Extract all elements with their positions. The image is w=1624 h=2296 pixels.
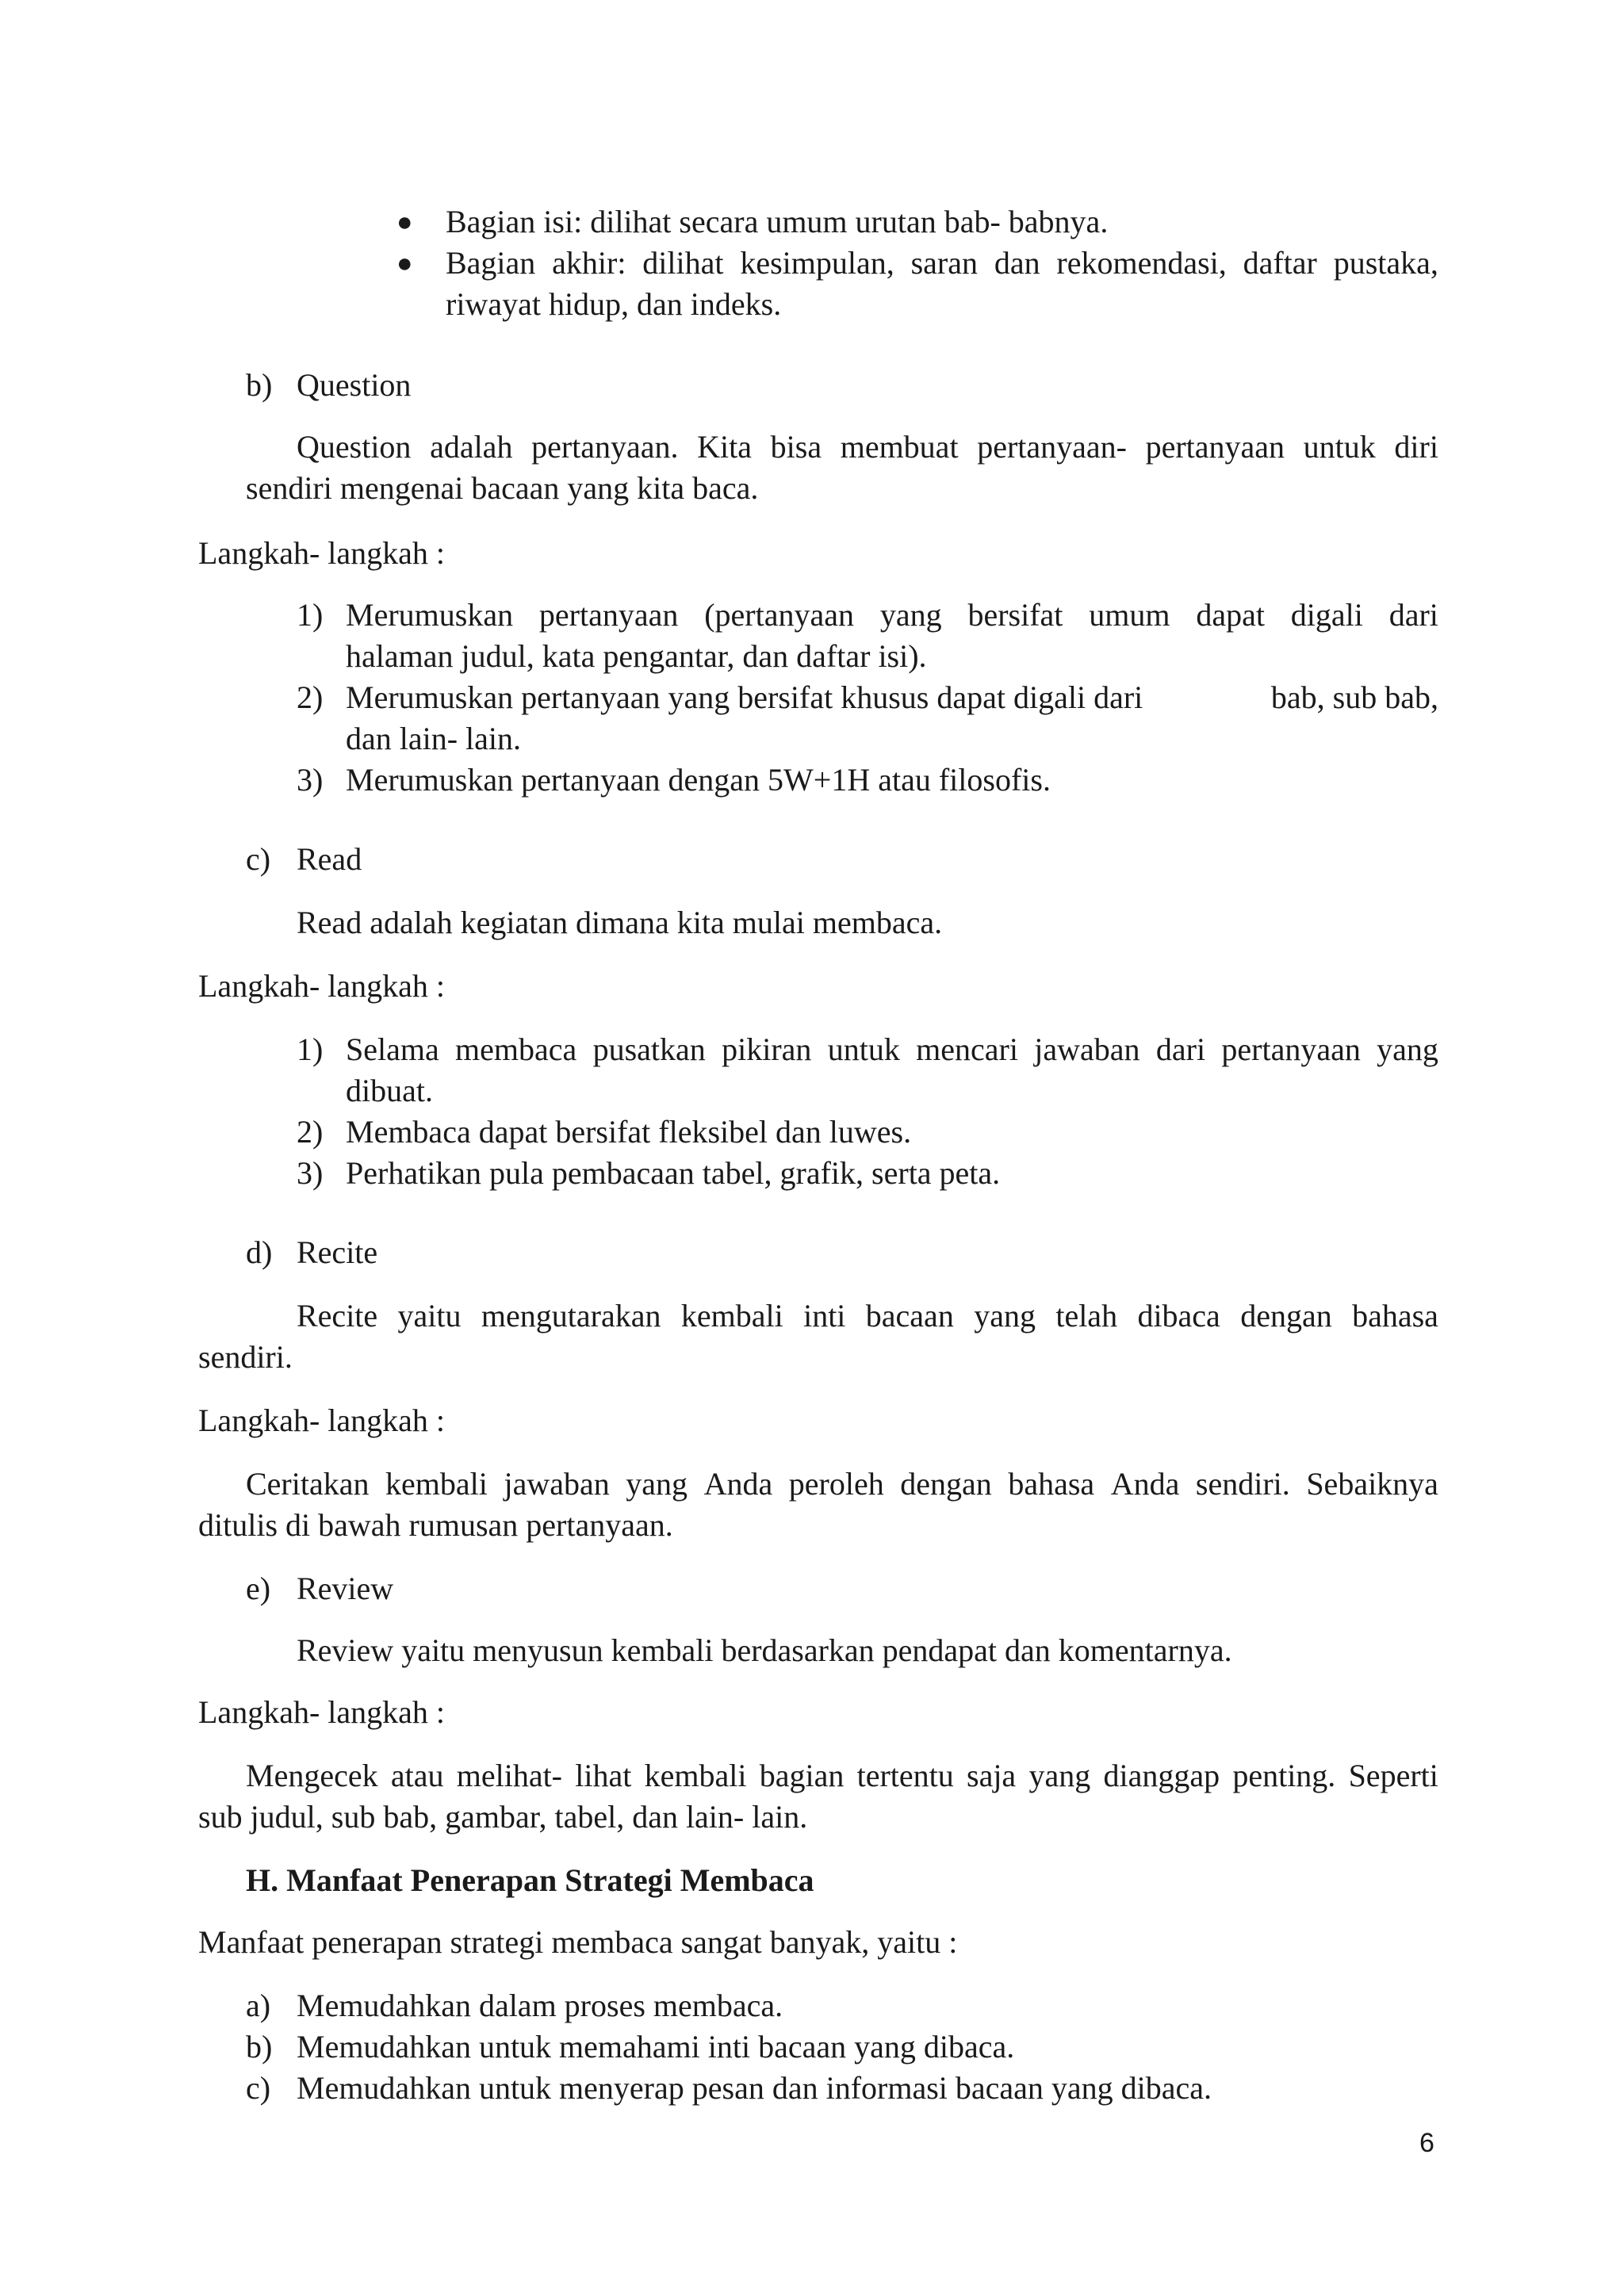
paragraph-line: ditulis di bawah rumusan pertanyaan.	[198, 1507, 673, 1543]
word: lihat	[575, 1758, 632, 1793]
word: pikiran	[722, 1031, 812, 1067]
word: yang	[1028, 1758, 1091, 1793]
word: pertanyaan	[538, 597, 679, 633]
steps-label: Langkah- langkah :	[198, 535, 445, 571]
word: mencari	[916, 1031, 1018, 1067]
list-marker: 2)	[297, 679, 324, 715]
word: peroleh	[788, 1466, 884, 1502]
section-heading-read: Read	[297, 841, 362, 877]
list-item: Memudahkan dalam proses membaca.	[297, 1988, 783, 2023]
word: Seperti	[1348, 1758, 1438, 1793]
word: jawaban	[1034, 1031, 1140, 1067]
word: saran	[910, 245, 978, 281]
bullet-icon: ●	[396, 208, 413, 237]
word: pertanyaan	[1145, 429, 1285, 465]
word: bahasa	[1352, 1298, 1438, 1334]
word: untuk	[827, 1031, 900, 1067]
step-line: Perhatikan pula pembacaan tabel, grafik, serta peta.	[346, 1155, 1001, 1191]
steps-label: Langkah- langkah :	[198, 1402, 445, 1438]
word: diri	[1394, 429, 1438, 465]
word: atau	[390, 1758, 444, 1793]
list-marker: 1)	[297, 597, 324, 633]
word: dari	[1388, 597, 1438, 633]
word: pertanyaan-	[977, 429, 1127, 465]
step-line: Merumuskan pertanyaan yang bersifat khusus dapat digali dari	[346, 679, 1143, 715]
list-marker: b)	[246, 2029, 273, 2064]
step-line	[346, 1031, 1438, 1067]
word: Question	[297, 429, 412, 465]
word: mengutarakan	[481, 1298, 661, 1334]
word: melihat-	[456, 1758, 562, 1793]
word: dilihat	[642, 245, 724, 281]
word: bisa	[770, 429, 822, 465]
paragraph-line: Manfaat penerapan strategi membaca sangat banyak, yaitu :	[198, 1924, 958, 1960]
page-number: 6	[1419, 2128, 1434, 2158]
word: bersifat	[967, 597, 1063, 633]
word: kesimpulan,	[740, 245, 894, 281]
word: pusatkan	[592, 1031, 706, 1067]
word: sendiri.	[1195, 1466, 1290, 1502]
word: yang	[879, 597, 942, 633]
word: penting.	[1232, 1758, 1336, 1793]
paragraph-line	[297, 431, 1438, 463]
word: daftar	[1243, 245, 1317, 281]
word: dibaca	[1137, 1298, 1220, 1334]
section-heading-h: H. Manfaat Penerapan Strategi Membaca	[246, 1862, 814, 1898]
list-item: Memudahkan untuk menyerap pesan dan informasi bacaan yang dibaca.	[297, 2070, 1212, 2106]
word: (pertanyaan	[704, 597, 854, 633]
paragraph-line	[297, 1300, 1438, 1332]
section-heading-question: Question	[297, 367, 412, 403]
paragraph-line: Review yaitu menyusun kembali berdasarkan pendapat dan komentarnya.	[297, 1632, 1232, 1668]
word: Mengecek	[246, 1758, 378, 1793]
word: untuk	[1303, 429, 1376, 465]
step-line-right: bab, sub bab,	[1270, 679, 1438, 715]
word: tertentu	[856, 1758, 954, 1793]
word: yang	[974, 1298, 1036, 1334]
word: kembali	[644, 1758, 747, 1793]
list-marker: 3)	[297, 1155, 324, 1191]
word: Anda	[1110, 1466, 1180, 1502]
steps-label: Langkah- langkah :	[198, 968, 445, 1004]
word: dianggap	[1103, 1758, 1220, 1793]
word: dapat	[1196, 597, 1265, 633]
word: dengan	[1240, 1298, 1332, 1334]
word: dan	[994, 245, 1040, 281]
word: bacaan	[865, 1298, 954, 1334]
step-line: halaman judul, kata pengantar, dan daftar isi).	[346, 638, 927, 674]
step-line: dibuat.	[346, 1073, 433, 1108]
bullet-item-line	[446, 247, 1438, 279]
paragraph-line: sendiri mengenai bacaan yang kita baca.	[246, 470, 759, 506]
bullet-item-text: Bagian isi: dilihat secara umum urutan bab- babnya.	[446, 204, 1109, 239]
word: Merumuskan	[346, 597, 514, 633]
paragraph-line: sub judul, sub bab, gambar, tabel, dan lain- lain.	[198, 1799, 808, 1835]
word: bagian	[759, 1758, 845, 1793]
bullet-item-continuation: riwayat hidup, dan indeks.	[446, 286, 782, 322]
list-marker: d)	[246, 1234, 273, 1270]
list-marker: a)	[246, 1988, 271, 2023]
word: adalah	[430, 429, 513, 465]
word: kembali	[680, 1298, 783, 1334]
list-marker: b)	[246, 367, 273, 403]
list-marker: 3)	[297, 762, 324, 798]
step-line	[346, 599, 1438, 631]
word: Recite	[297, 1298, 378, 1334]
word: dengan	[900, 1466, 992, 1502]
paragraph-line	[246, 1468, 1438, 1500]
paragraph-line: Read adalah kegiatan dimana kita mulai membaca.	[297, 905, 943, 940]
list-item: Memudahkan untuk memahami inti bacaan yang dibaca.	[297, 2029, 1015, 2064]
word: saja	[967, 1758, 1017, 1793]
word: yang	[626, 1466, 688, 1502]
word: bahasa	[1008, 1466, 1095, 1502]
step-line: dan lain- lain.	[346, 721, 522, 756]
word: umum	[1089, 597, 1170, 633]
word: jawaban	[504, 1466, 610, 1502]
word: Kita	[697, 429, 753, 465]
step-line: Membaca dapat bersifat fleksibel dan luwes.	[346, 1114, 912, 1150]
list-marker: c)	[246, 2070, 271, 2106]
word: Anda	[703, 1466, 773, 1502]
word: pertanyaan.	[531, 429, 679, 465]
word: inti	[803, 1298, 846, 1334]
word: dari	[1155, 1031, 1206, 1067]
word: telah	[1055, 1298, 1118, 1334]
word: Bagian	[446, 245, 536, 281]
word: Selama	[346, 1031, 439, 1067]
word: membuat	[840, 429, 959, 465]
word: membaca	[455, 1031, 577, 1067]
step-line: Merumuskan pertanyaan dengan 5W+1H atau filosofis.	[346, 762, 1051, 798]
word: digali	[1290, 597, 1363, 633]
paragraph-line: sendiri.	[198, 1339, 293, 1375]
word: kembali	[385, 1466, 488, 1502]
bullet-icon: ●	[396, 249, 413, 278]
list-marker: c)	[246, 841, 271, 877]
list-marker: e)	[246, 1571, 271, 1606]
word: akhir:	[552, 245, 626, 281]
paragraph-line	[246, 1760, 1438, 1792]
word: pertanyaan	[1221, 1031, 1361, 1067]
word: pustaka,	[1333, 245, 1438, 281]
word: Sebaiknya	[1306, 1466, 1438, 1502]
word: yaitu	[397, 1298, 462, 1334]
section-heading-review: Review	[297, 1571, 394, 1606]
steps-label: Langkah- langkah :	[198, 1694, 445, 1730]
word: rekomendasi,	[1056, 245, 1227, 281]
word: yang	[1377, 1031, 1438, 1067]
list-marker: 1)	[297, 1031, 324, 1067]
word: Ceritakan	[246, 1466, 370, 1502]
section-heading-recite: Recite	[297, 1234, 378, 1270]
list-marker: 2)	[297, 1114, 324, 1150]
